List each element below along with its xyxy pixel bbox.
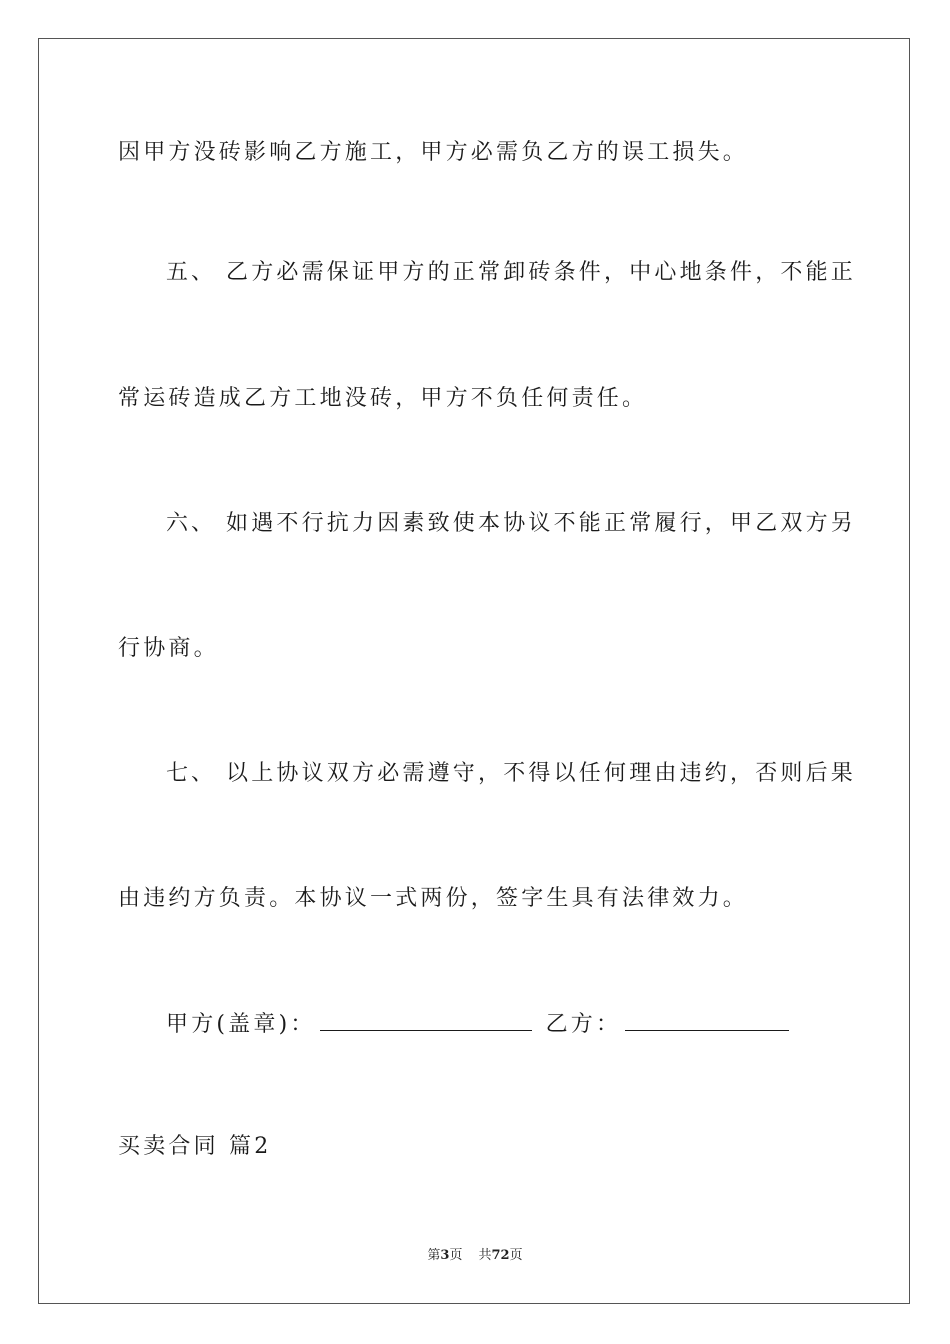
- clause-6-text-1: 如遇不行抗力因素致使本协议不能正常履行，甲乙双方另: [226, 511, 857, 536]
- party-b-signature-blank[interactable]: [625, 1008, 789, 1031]
- footer-total-pages: 72: [491, 1248, 510, 1263]
- clause-6-line-2: 行协商。: [118, 636, 219, 661]
- clause-6-number: 六、: [166, 511, 217, 536]
- page-footer: [0, 1246, 950, 1266]
- party-b-label: 乙方：: [545, 1012, 622, 1037]
- signature-line: [166, 1008, 803, 1040]
- clause-5-line-1: [166, 258, 856, 288]
- party-a-label: 甲方(盖章)：: [166, 1012, 316, 1037]
- footer-page-suffix: 页: [449, 1248, 463, 1263]
- clause-5-text-1: 乙方必需保证甲方的正常卸砖条件，中心地条件，不能正: [226, 260, 857, 285]
- clause-7-line-2: 由违约方负责。本协议一式两份，签字生具有法律效力。: [118, 886, 749, 911]
- footer-page-number: 3: [440, 1248, 450, 1263]
- clause-7-text-1: 以上协议双方必需遵守，不得以任何理由违约，否则后果: [226, 761, 857, 786]
- clause-7-line-1: [166, 759, 856, 789]
- clause-5-number: 五、: [166, 260, 217, 285]
- footer-total-prefix: 共: [478, 1248, 492, 1263]
- party-a-signature-blank[interactable]: [320, 1008, 532, 1031]
- clause-7-number: 七、: [166, 761, 217, 786]
- page-frame: [38, 38, 910, 1304]
- paragraph-4-continuation: 因甲方没砖影响乙方施工，甲方必需负乙方的误工损失。: [118, 140, 749, 165]
- clause-6-line-1: [166, 509, 856, 539]
- footer-total-suffix: 页: [509, 1248, 523, 1263]
- next-section-title: 买卖合同 篇2: [118, 1134, 272, 1159]
- footer-prefix: 第: [427, 1248, 441, 1263]
- clause-5-line-2: 常运砖造成乙方工地没砖，甲方不负任何责任。: [118, 386, 648, 411]
